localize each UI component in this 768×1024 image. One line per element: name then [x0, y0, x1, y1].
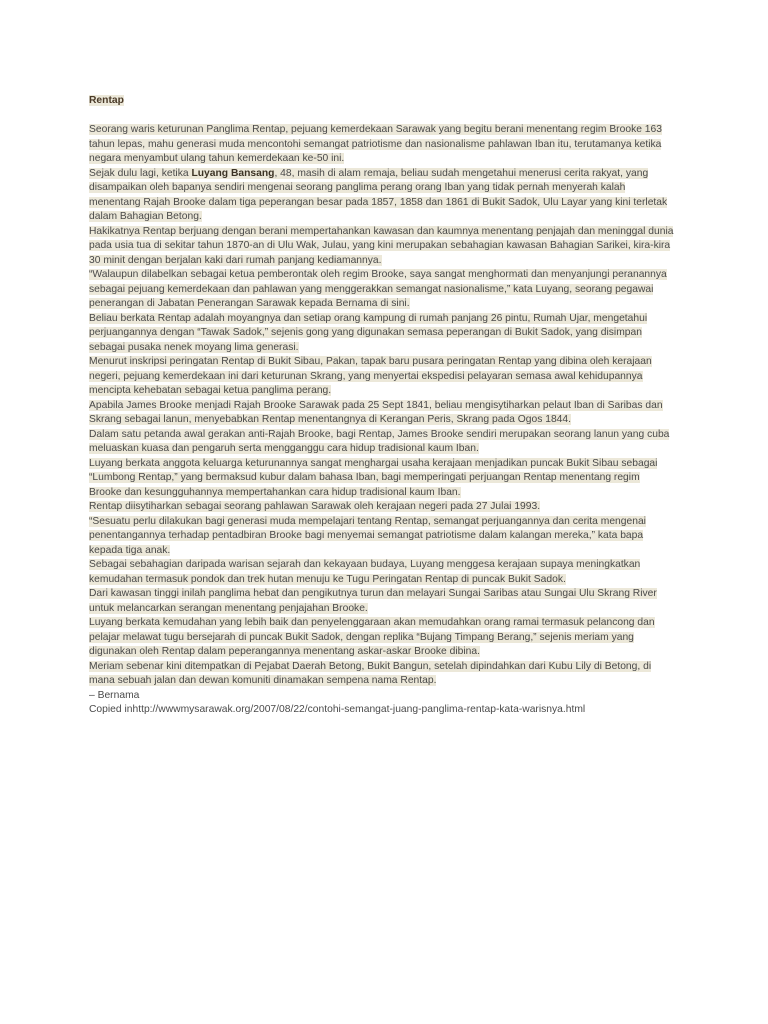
paragraph-10 — [89, 500, 675, 515]
paragraph-9 — [89, 457, 675, 501]
paragraph-text-pre: Sejak dulu lagi, ketika — [89, 167, 192, 179]
paragraph-11 — [89, 515, 675, 559]
paragraph-text: Luyang berkata anggota keluarga keturunannya sangat menghargai usaha kerajaan menjadikan puncak Bukit Sibau sebagai “Lumbong Rentap,” yang bermaksud kubur dalam bahasa Iban, bagi memperingati perjuangan Rentap menentang regim Brooke dan kesungguhannya mempertahankan cara hidup tradisional kaum Iban. — [89, 457, 658, 498]
paragraph-1 — [89, 123, 675, 167]
paragraph-14 — [89, 616, 675, 660]
paragraph-text — [89, 168, 667, 223]
source-line: Copied inhttp://wwwmysarawak.org/2007/08/22/contohi-semangat-juang-panglima-rentap-kata-warisnya.html — [89, 704, 586, 715]
paragraph-text: Dari kawasan tinggi inilah panglima hebat dan pengikutnya turun dan melayari Sungai Saribas atau Sungai Ulu Skrang River untuk melancarkan serangan menentang penjajahan Brooke. — [89, 588, 657, 614]
paragraph-4 — [89, 268, 675, 312]
paragraph-text: Sebagai sebahagian daripada warisan sejarah dan kekayaan budaya, Luyang menggesa kerajaan supaya meningkatkan kemudahan termasuk pondok dan trek hutan menuju ke Tugu Peringatan Rentap di puncak Bukit Sadok. — [89, 559, 641, 585]
paragraph-3 — [89, 225, 675, 269]
paragraph-text-post: , 48, masih di alam remaja, beliau sudah mengetahui menerusi cerita rakyat, yang disampaikan oleh bapanya sendiri mengenai seorang panglima perang orang Iban yang tidak pernah menyerah kalah menentang Rajah Brooke dalam tiga peperangan besar pada 1857, 1858 dan 1861 di Bukit Sadok, Ulu Layar yang kini terletak dalam Bahagian Betong. — [89, 167, 668, 222]
paragraph-text: Meriam sebenar kini ditempatkan di Pejabat Daerah Betong, Bukit Bangun, setelah dipindahkan dari Kubu Lily di Betong, di mana sebuah jalan dan dewan komuniti dinamakan sempena nama Rentap. — [89, 660, 652, 686]
paragraph-7 — [89, 399, 675, 428]
paragraph-8 — [89, 428, 675, 457]
paragraph-text: “Walaupun dilabelkan sebagai ketua pemberontak oleh regim Brooke, saya sangat menghormati dan menyanjungi peranannya sebagai pejuang kemerdekaan dan pahlawan yang menggerakkan semangat nasionalisme,” kata Luyang, seorang pegawai penerangan di Jabatan Penerangan Sarawak kepada Bernama di sini. — [89, 269, 667, 309]
document-page — [89, 94, 675, 718]
document-title — [89, 94, 675, 109]
paragraph-5 — [89, 312, 675, 356]
paragraph-12 — [89, 558, 675, 587]
paragraph-text: Rentap diisytiharkan sebagai seorang pahlawan Sarawak oleh kerajaan negeri pada 27 Julai 1993. — [89, 501, 541, 512]
paragraph-text: Menurut inskripsi peringatan Rentap di Bukit Sibau, Pakan, tapak baru pusara peringatan Rentap yang dibina oleh kerajaan negeri, pejuang kemerdekaan ini dari keturunan Skrang, yang menyertai ekspedisi pelayaran semasa awal kehidupannya mencipta kehebatan sebagai ketua panglima perang. — [89, 356, 652, 396]
paragraph-text: Apabila James Brooke menjadi Rajah Brooke Sarawak pada 25 Sept 1841, beliau mengisytiharkan pelaut Iban di Saribas dan Skrang sebagai lanun, menyebabkan Rentap menentangnya di Kerangan Peris, Skrang pada Ogos 1844. — [89, 399, 663, 425]
title-text: Rentap — [89, 95, 124, 106]
paragraph-text: Dalam satu petanda awal gerakan anti-Rajah Brooke, bagi Rentap, James Brooke sendiri merupakan seorang lanun yang cuba meluaskan kuasa dan pengaruh serta mengganggu cara hidup tradisional kaum Iban. — [89, 428, 670, 454]
paragraph-2 — [89, 167, 675, 225]
paragraph-15 — [89, 660, 675, 689]
paragraph-text: Luyang berkata kemudahan yang lebih baik dan penyelenggaraan akan memudahkan orang ramai termasuk pelancong dan pelajar melawat tugu bersejarah di puncak Bukit Sadok, dengan replika “Bujang Timpang Berang,” sejenis meriam yang digunakan oleh Rentap dalam peperangannya menentang askar-askar Brooke dibina. — [89, 617, 655, 657]
paragraph-13 — [89, 587, 675, 616]
paragraph-6 — [89, 355, 675, 399]
byline: – Bernama — [89, 689, 140, 701]
paragraph-text: “Sesuatu perlu dilakukan bagi generasi muda mempelajari tentang Rentap, semangat perjuangannya dan cerita mengenai penentangannya terhadap pentadbiran Brooke bagi menyemai semangat patriotisme dalam kalangan mereka,” kata bapa kepada tiga anak. — [89, 515, 646, 556]
paragraph-text: Hakikatnya Rentap berjuang dengan berani mempertahankan kawasan dan kaumnya menentang penjajah dan meninggal dunia pada usia tua di sekitar tahun 1870-an di Ulu Wak, Julau, yang kini merupakan sebahagian kawasan Bahagian Sarikei, kira-kira 30 minit dengan berjalan kaki dari rumah panjang kediamannya. — [89, 225, 674, 266]
paragraph-text: Seorang waris keturunan Panglima Rentap, pejuang kemerdekaan Sarawak yang begitu berani menentang regim Brooke 163 tahun lepas, mahu generasi muda mencontohi semangat patriotisme dan nasionalisme pahlawan Iban itu, terutamanya ketika negara menyambut ulang tahun kemerdekaan ke-50 ini. — [89, 124, 662, 164]
person-name: Luyang Bansang — [191, 167, 275, 179]
paragraph-text: Beliau berkata Rentap adalah moyangnya dan setiap orang kampung di rumah panjang 26 pintu, Rumah Ujar, mengetahui perjuangannya dengan “Tawak Sadok,” sejenis gong yang digunakan semasa peperangan di Bukit Sadok, yang disimpan sebagai pusaka nenek moyang lima generasi. — [89, 312, 648, 353]
